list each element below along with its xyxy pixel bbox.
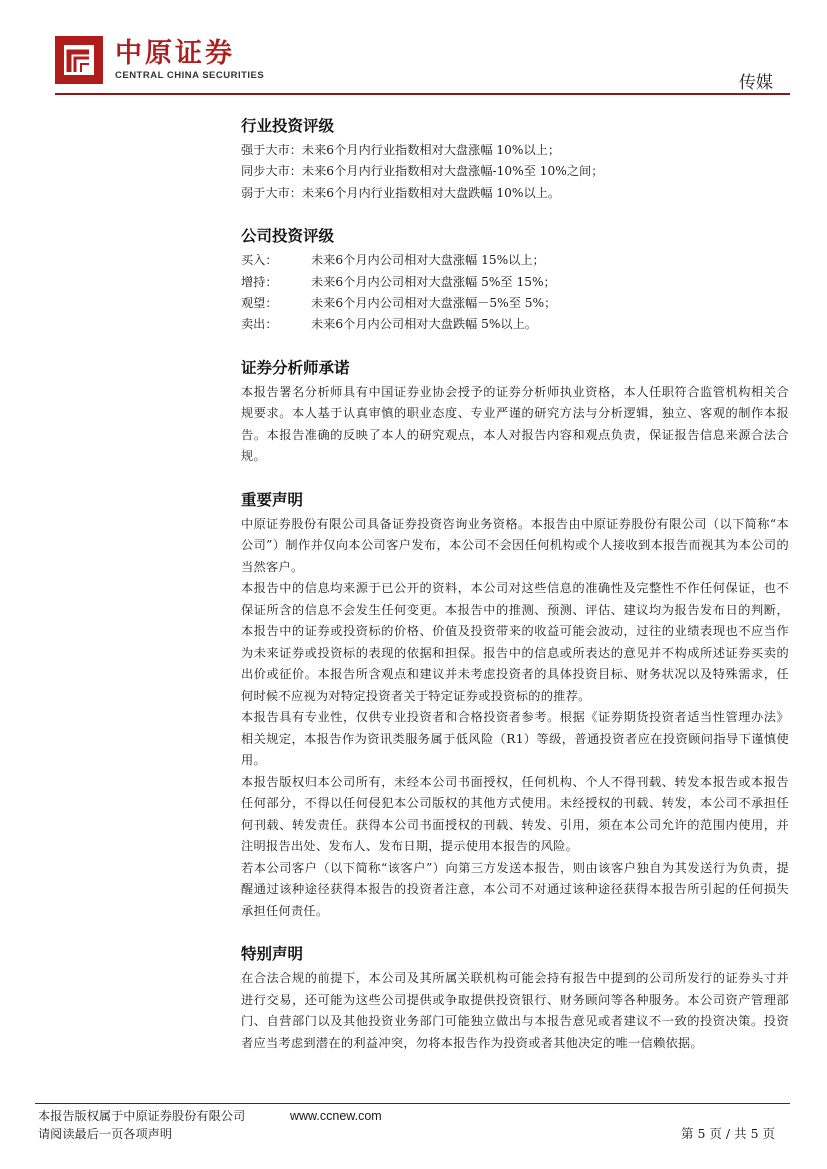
rating-line: 强于大市：未来6个月内行业指数相对大盘涨幅 10%以上； [241, 143, 561, 157]
report-category: 传媒 [739, 73, 773, 93]
special-notice-section [241, 942, 789, 1054]
page-number: 第 5 页 / 共 5 页 [681, 1126, 775, 1141]
paragraph: 若本公司客户（以下简称“该客户”）向第三方发送本报告，则由该客户独自为其发送行为负责，提醒通过该种途径获得本报告的投资者注意，本公司不对通过该种途径获得本报告所引起的任何损失承担任何责任。 [241, 860, 789, 918]
section-title: 行业投资评级 [241, 117, 335, 135]
paragraph: 在合法合规的前提下，本公司及其所属关联机构可能会持有报告中提到的公司所发行的证券头寸并进行交易，还可能为这些公司提供或争取提供投资银行、财务顾问等各种服务。本公司资产管理部门、自营部门以及其他投资业务部门可能独立做出与本报告意见或者建议不一致的投资决策。投资者应当考虑到潜在的利益冲突，勿将本报告作为投资或者其他决定的唯一信赖依据。 [241, 971, 789, 1050]
rating-row [241, 250, 789, 271]
rating-row [241, 314, 789, 335]
header-divider [55, 93, 790, 95]
paragraph: 本报告具有专业性，仅供专业投资者和合格投资者参考。根据《证券期货投资者适当性管理办法》相关规定，本报告作为资讯类服务属于低风险（R1）等级，普通投资者应在投资顾问指导下谨慎使用。 [241, 710, 789, 768]
logo-text-english: CENTRAL CHINA SECURITIES [115, 70, 265, 81]
rating-label: 观望： [241, 296, 278, 311]
rating-row [241, 272, 789, 293]
footer-notice: 请阅读最后一页各项声明 [38, 1127, 173, 1141]
rating-text: 未来6个月内公司相对大盘跌幅 5%以上。 [311, 317, 537, 332]
rating-line: 弱于大市：未来6个月内行业指数相对大盘跌幅 10%以上。 [241, 185, 561, 200]
analyst-commitment-section [241, 356, 789, 468]
rating-text: 未来6个月内公司相对大盘涨幅 5%至 15%； [311, 274, 556, 289]
important-notice-section [241, 488, 789, 923]
section-title: 重要声明 [241, 490, 304, 509]
section-title: 证券分析师承诺 [241, 358, 350, 377]
industry-rating-section [241, 114, 789, 204]
paragraph: 本报告署名分析师具有中国证券业协会授予的证券分析师执业资格，本人任职符合监管机构相关合规要求。本人基于认真审慎的职业态度、专业严谨的研究方法与分析逻辑，独立、客观的制作本报告。本报告准确的反映了本人的研究观点，本人对报告内容和观点负责，保证报告信息来源合法合规。 [241, 384, 789, 464]
page-header [55, 36, 790, 96]
paragraph: 本报告中的信息均来源于已公开的资料，本公司对这些信息的准确性及完整性不作任何保证，也不保证所含的信息不会发生任何变更。本报告中的推测、预测、评估、建议均为报告发布日的判断，本报告中的证券或投资标的价格、价值及投资带来的收益可能会波动，过往的业绩表现也不应当作为未来证券或投资标的表现的依据和担保。报告中的信息或所表达的意见并不构成所述证券买卖的出价或征价。本报告所含观点和建议并未考虑投资者的具体投资目标、财务状况以及特殊需求，任何时候不应视为对特定投资者关于特定证券或投资标的的推荐。 [241, 581, 789, 703]
paragraph: 本报告版权归本公司所有，未经本公司书面授权，任何机构、个人不得刊载、转发本报告或本报告任何部分，不得以任何侵犯本公司版权的其他方式使用。未经授权的刊载、转发，本公司不承担任何刊载、转发责任。获得本公司书面授权的刊载、转发、引用，须在本公司允许的范围内使用，并注明报告出处、发布人、发布日期，提示使用本报告的风险。 [241, 774, 789, 854]
rating-text: 未来6个月内公司相对大盘涨幅－5%至 5%； [311, 296, 557, 311]
footer-website-link[interactable]: www.ccnew.com [290, 1109, 382, 1123]
paragraph: 中原证券股份有限公司具备证券投资咨询业务资格。本报告由中原证券股份有限公司（以下简称“本公司”）制作并仅向本公司客户发布，本公司不会因任何机构或个人接收到本报告而视其为本公司的当然客户。 [241, 516, 789, 574]
logo-text-chinese: 中原证券 [115, 38, 235, 69]
company-rating-section [241, 224, 789, 336]
main-content [241, 114, 789, 1074]
footer-copyright: 本报告版权属于中原证券股份有限公司 [38, 1109, 246, 1123]
rating-line: 同步大市：未来6个月内行业指数相对大盘涨幅-10%至 10%之间； [241, 164, 604, 179]
company-logo-icon [55, 36, 103, 84]
rating-label: 增持： [241, 274, 278, 289]
section-title: 公司投资评级 [241, 227, 335, 246]
rating-label: 卖出： [241, 317, 278, 332]
section-title: 特别声明 [241, 945, 304, 964]
rating-row [241, 293, 789, 314]
footer-divider [35, 1103, 790, 1104]
rating-label: 买入： [241, 253, 278, 268]
rating-text: 未来6个月内公司相对大盘涨幅 15%以上； [311, 253, 545, 268]
